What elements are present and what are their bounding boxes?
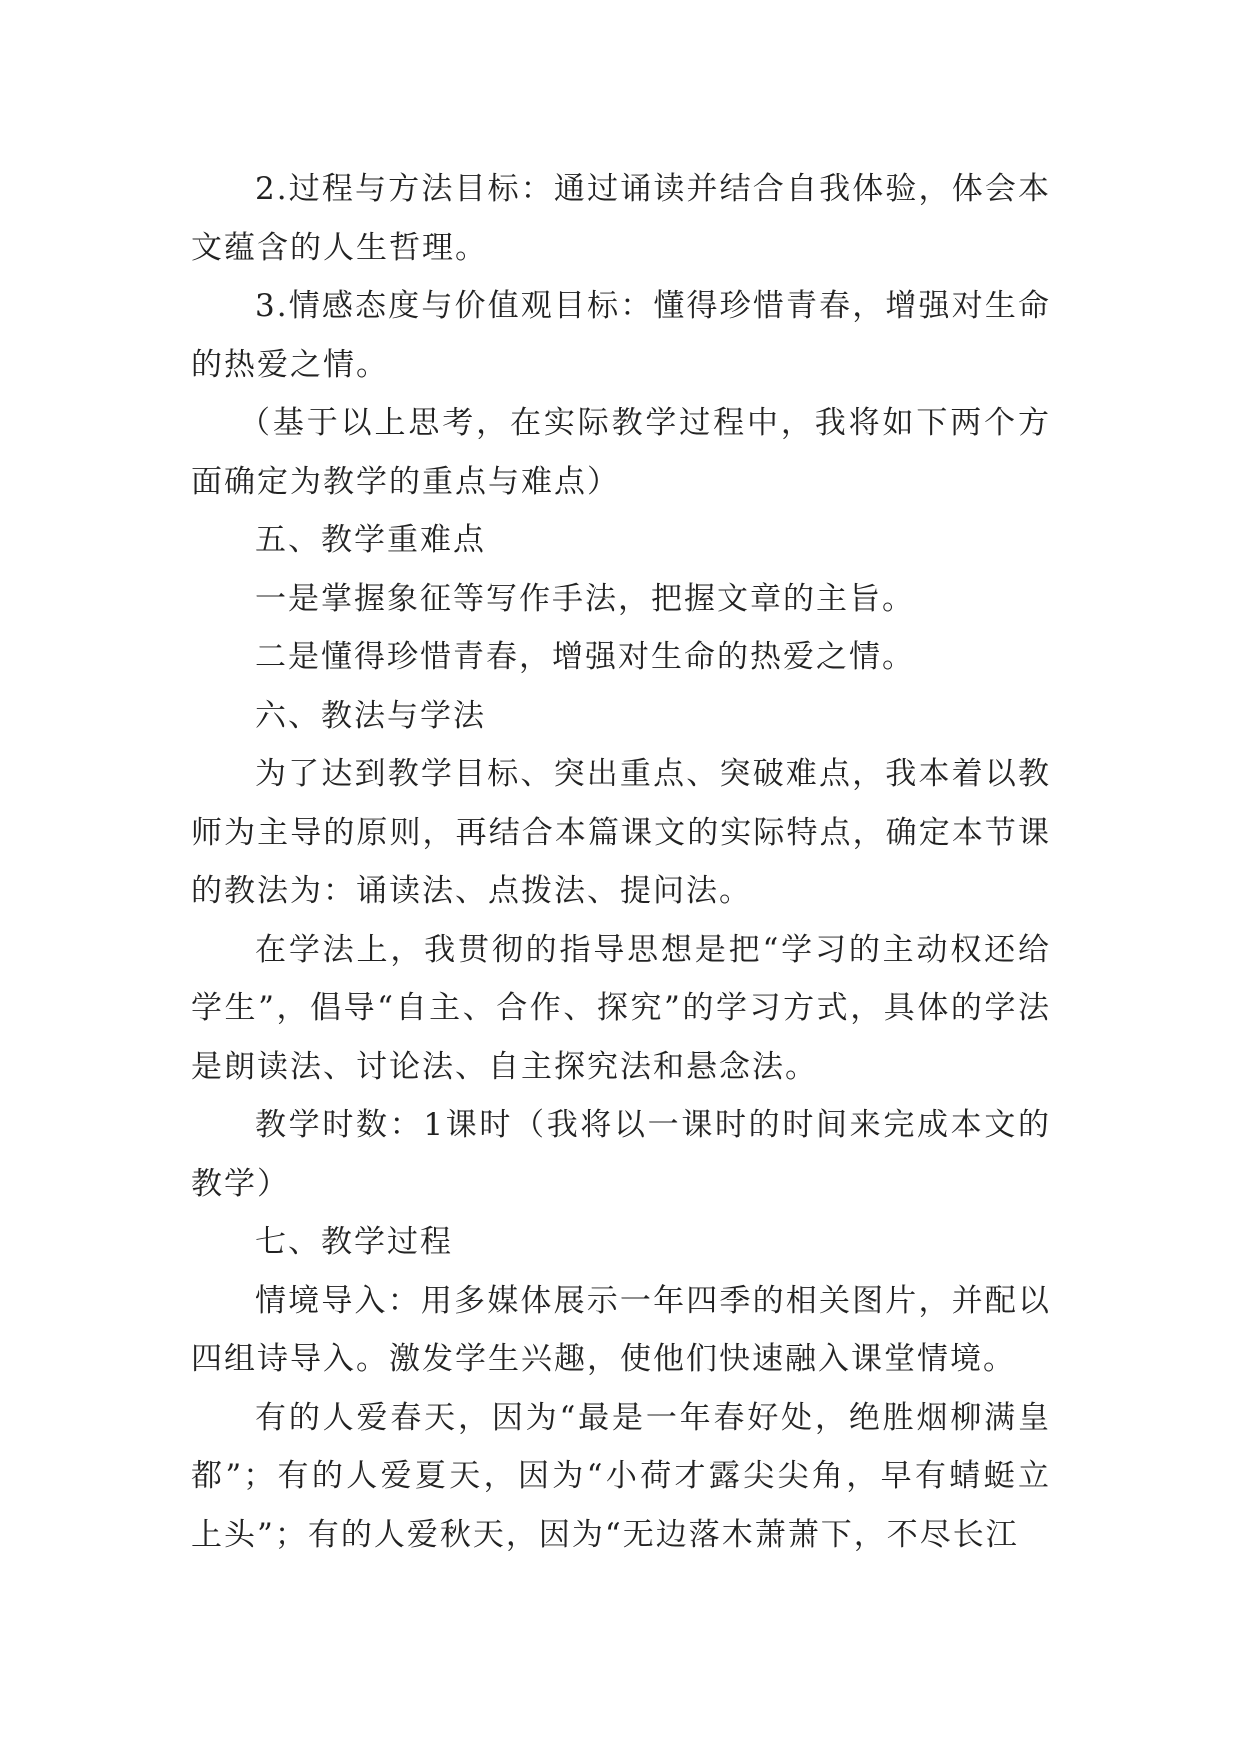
paragraph-class-hours: 教学时数：1课时（我将以一课时的时间来完成本文的教学）: [191, 1107, 1051, 1202]
section-heading-key-points: 五、教学重难点: [255, 522, 486, 558]
paragraph-scenario-intro: 情境导入：用多媒体展示一年四季的相关图片，并配以四组诗导入。激发学生兴趣，使他们快速融入课堂情境。: [191, 1282, 1051, 1377]
paragraph-transition-note: （基于以上思考，在实际教学过程中，我将如下两个方面确定为教学的重点与难点）: [191, 405, 1051, 500]
paragraph-learning-methods: 在学法上，我贯彻的指导思想是把“学习的主动权还给学生”，倡导“自主、合作、探究”的学习方式，具体的学法是朗读法、讨论法、自主探究法和悬念法。: [191, 931, 1051, 1085]
paragraph-teaching-methods: 为了达到教学目标、突出重点、突破难点，我本着以教师为主导的原则，再结合本篇课文的实际特点，确定本节课的教法为：诵读法、点拨法、提问法。: [191, 756, 1051, 909]
paragraph-emotion-value-goal: 3.情感态度与价值观目标：懂得珍惜青春，增强对生命的热爱之情。: [191, 288, 1051, 383]
paragraph-seasons-poems: 有的人爱春天，因为“最是一年春好处，绝胜烟柳满皇都”；有的人爱夏天，因为“小荷才露尖尖角，早有蜻蜓立上头”；有的人爱秋天，因为“无边落木萧萧下，不尽长江: [191, 1399, 1051, 1553]
document-body: [191, 160, 1051, 1564]
section-heading-teaching-process: 七、教学过程: [255, 1224, 453, 1260]
paragraph-key-point-two: 二是懂得珍惜青春，增强对生命的热爱之情。: [255, 639, 915, 675]
paragraph-process-method-goal: 2.过程与方法目标：通过诵读并结合自我体验，体会本文蕴含的人生哲理。: [191, 171, 1051, 266]
section-heading-teaching-methods: 六、教法与学法: [255, 697, 486, 734]
paragraph-key-point-one: 一是掌握象征等写作手法，把握文章的主旨。: [255, 580, 915, 617]
